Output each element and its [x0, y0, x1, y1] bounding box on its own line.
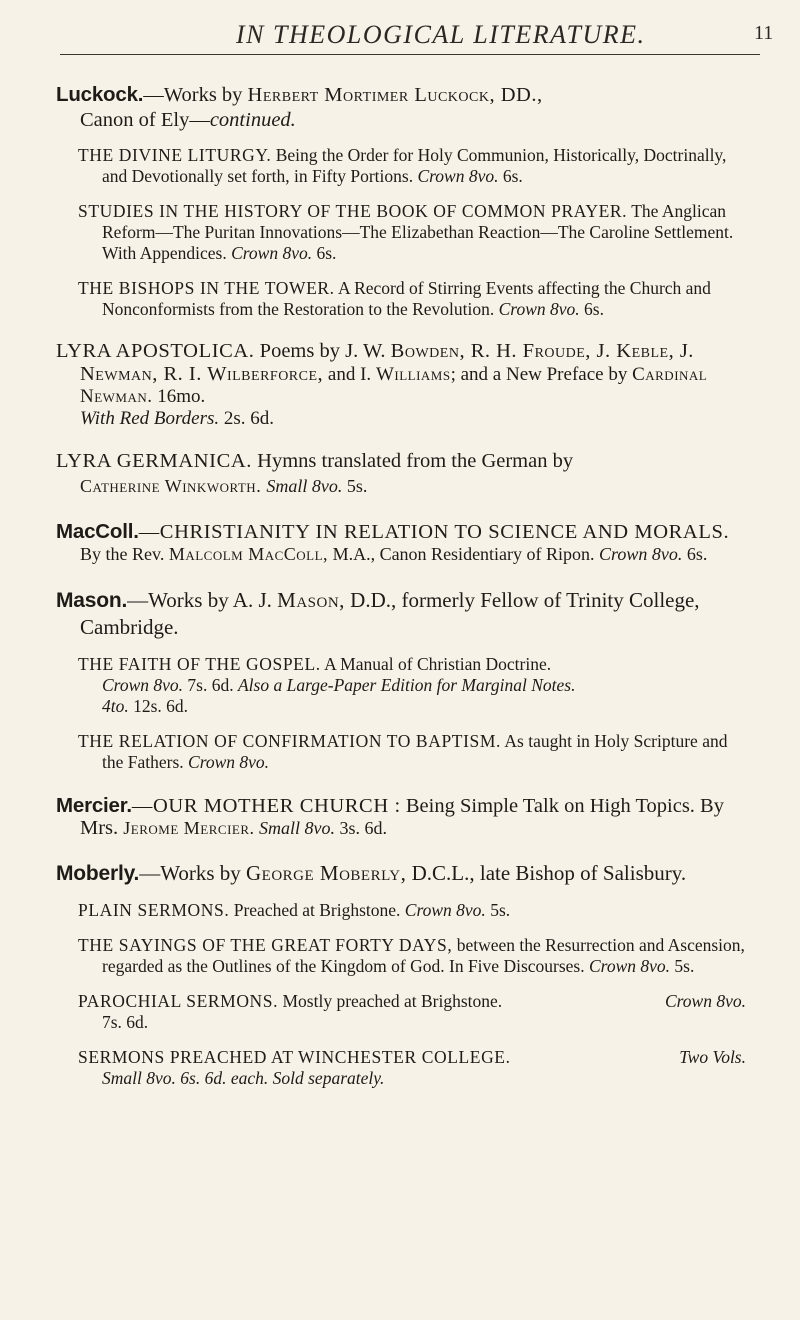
work-entry: [78, 654, 746, 717]
page-number: 11: [754, 22, 774, 44]
work-description: The Anglican Reform—The Puritan Innovations—The Elizabethan Reaction—The Caroline Settlement. With Appendices.: [102, 201, 734, 263]
work-text: [78, 201, 746, 264]
author-fullname: Mason,: [277, 588, 345, 612]
entry-price: 5s.: [342, 476, 368, 496]
work-text: [78, 731, 746, 773]
work-format: Crown 8vo.: [404, 900, 486, 920]
entry-author: Malcolm MacColl,: [168, 544, 329, 564]
running-head: [0, 6, 800, 49]
work-price: 6s.: [312, 243, 337, 263]
work-text: [78, 654, 746, 717]
work-text: [78, 145, 746, 187]
entry-format: Small 8vo.: [259, 818, 336, 838]
work-title: THE SAYINGS OF THE GREAT FORTY DAYS,: [78, 935, 453, 955]
entry-text: [56, 449, 746, 499]
entry-mercier: [56, 795, 746, 839]
work-price: 7s. 6d.: [183, 675, 238, 695]
entry-lyra-apostolica: [56, 340, 746, 430]
entry-price: 2s. 6d.: [219, 408, 275, 429]
work-price: 7s. 6d.: [102, 1012, 149, 1032]
author-role: Canon of Ely—: [80, 109, 210, 131]
entry-description: Hymns translated from the German by: [252, 450, 574, 472]
work-description: Preached at Brighstone.: [229, 900, 401, 920]
author-entry-mason: [56, 587, 746, 640]
author-name: Mercier.: [56, 794, 132, 817]
work-format: Crown 8vo.: [664, 991, 746, 1011]
work-description: between the Resurrection and Ascension, regarded as the Outlines of the Kingdom of God. In Five Discourses.: [102, 935, 745, 976]
entry-author-williams: Williams: [375, 364, 451, 385]
work-extra-price: 12s. 6d.: [128, 696, 189, 716]
work-title: PLAIN SERMONS.: [78, 900, 230, 920]
work-entry: [78, 201, 746, 264]
work-title: THE RELATION OF CONFIRMATION TO BAPTISM.: [78, 731, 501, 751]
author-heading: [56, 587, 746, 640]
work-entry: [78, 145, 746, 187]
author-name: Moberly.: [56, 862, 140, 885]
author-intro: —Works by: [143, 84, 248, 106]
work-entry: [78, 278, 746, 320]
work-title: STUDIES IN THE HISTORY OF THE BOOK OF COMMON PRAYER.: [78, 201, 628, 221]
entry-text: [56, 795, 746, 839]
work-entry: [78, 935, 746, 977]
entry-title: LYRA APOSTOLICA.: [56, 340, 255, 362]
author-name: Luckock.: [56, 83, 144, 106]
author-name: MacColl.: [56, 520, 139, 543]
entry-format: Crown 8vo.: [599, 544, 683, 564]
entry-description-2: and I.: [323, 364, 376, 385]
work-description: Mostly preached at Brighstone.: [278, 991, 503, 1011]
work-note: Sold separately.: [272, 1068, 385, 1088]
work-text: [78, 278, 746, 320]
work-text: [78, 1047, 746, 1089]
entry-format: Small 8vo.: [266, 476, 343, 496]
author-intro: —Works by: [139, 861, 247, 885]
catalogue-content: [56, 82, 746, 1103]
work-price: 5s.: [670, 956, 695, 976]
entry-lyra-germanica: [56, 449, 746, 499]
work-price: 6s.: [498, 166, 523, 186]
work-title: THE BISHOPS IN THE TOWER.: [78, 278, 335, 298]
work-format: Crown 8vo.: [588, 956, 671, 976]
entry-format: 16mo.: [152, 386, 206, 407]
work-format: Crown 8vo.: [498, 299, 580, 319]
entry-author-cardinal: Cardinal Newman.: [80, 364, 708, 407]
entry-price: 6s.: [682, 544, 708, 564]
work-text: [78, 935, 746, 977]
author-entry-moberly: [56, 861, 746, 886]
work-price: 6s.: [579, 299, 604, 319]
work-description: Being the Order for Holy Communion, Historically, Doctrinally, and Devotionally set forth, in Fifty Portions.: [102, 145, 727, 186]
work-entry: [78, 731, 746, 773]
work-description: As taught in Holy Scripture and the Fathers.: [102, 731, 728, 772]
work-description: A Record of Stirring Events affecting the Church and Nonconformists from the Restoration to the Revolution.: [102, 278, 711, 319]
work-entry: [78, 900, 746, 921]
work-title: THE FAITH OF THE GOSPEL.: [78, 654, 321, 674]
work-entry: [78, 991, 746, 1033]
entry-format-2: With Red Borders.: [80, 408, 220, 429]
work-format: Crown 8vo.: [417, 166, 499, 186]
entry-price: 3s. 6d.: [335, 818, 388, 838]
work-entry: [78, 1047, 746, 1089]
work-title: SERMONS PREACHED AT WINCHESTER COLLEGE.: [78, 1047, 511, 1067]
work-extra-edition: Also a Large-Paper Edition for Marginal Notes.: [237, 675, 576, 695]
work-extra-format: 4to.: [102, 696, 129, 716]
entry-description: Poems by J. W.: [254, 340, 391, 362]
work-format: Crown 8vo.: [102, 675, 184, 695]
author-intro: —Works by A. J.: [127, 588, 278, 612]
continued-note: continued.: [209, 109, 296, 131]
work-title: THE DIVINE LITURGY.: [78, 145, 272, 165]
entry-author: Catherine Winkworth.: [80, 476, 262, 496]
entry-authors: Bowden, R. H. Froude, J. Keble, J. Newman, R. I. Wilberforce,: [80, 340, 694, 385]
entry-author: Jerome Mercier.: [123, 818, 255, 838]
entry-description-3: ; and a New Preface by: [450, 364, 633, 385]
work-text: [78, 991, 746, 1033]
work-format: Crown 8vo.: [188, 752, 270, 772]
entry-text: [56, 521, 746, 565]
author-heading: [56, 861, 746, 886]
author-heading: [56, 82, 746, 133]
author-role: M.A., Canon Residentiary of Ripon.: [328, 544, 595, 564]
entry-title: LYRA GERMANICA.: [56, 450, 253, 472]
author-role: D.C.L., late Bishop of Salisbury.: [406, 861, 687, 885]
entry-text: [56, 340, 746, 430]
author-entry-luckock: [56, 82, 746, 133]
author-fullname: George Moberly,: [246, 861, 407, 885]
author-role: D.D., formerly Fellow of Trinity College, Cambridge.: [80, 588, 700, 639]
work-title: PAROCHIAL SERMONS.: [78, 991, 279, 1011]
entry-maccoll: [56, 521, 746, 565]
entry-title: —OUR MOTHER CHURCH :: [131, 795, 401, 817]
entry-description: Being Simple Talk on High Topics. By Mrs.: [80, 795, 724, 839]
work-format: Crown 8vo.: [231, 243, 313, 263]
author-name: Mason.: [56, 589, 128, 612]
work-volumes: Two Vols.: [679, 1047, 746, 1067]
work-price: 5s.: [485, 900, 511, 920]
entry-description: By the Rev.: [80, 544, 169, 564]
work-price: 6s. 6d. each.: [175, 1068, 269, 1088]
entry-title: —CHRISTIANITY IN RELATION TO SCIENCE AND MORALS.: [138, 521, 730, 543]
work-description: A Manual of Christian Doctrine.: [320, 654, 552, 674]
author-fullname: Herbert Mortimer Luckock, DD.,: [247, 84, 543, 106]
work-text: [78, 900, 746, 921]
header-rule: [60, 54, 760, 55]
running-title: IN THEOLOGICAL LITERATURE.: [236, 20, 646, 49]
work-format: Small 8vo.: [102, 1068, 176, 1088]
